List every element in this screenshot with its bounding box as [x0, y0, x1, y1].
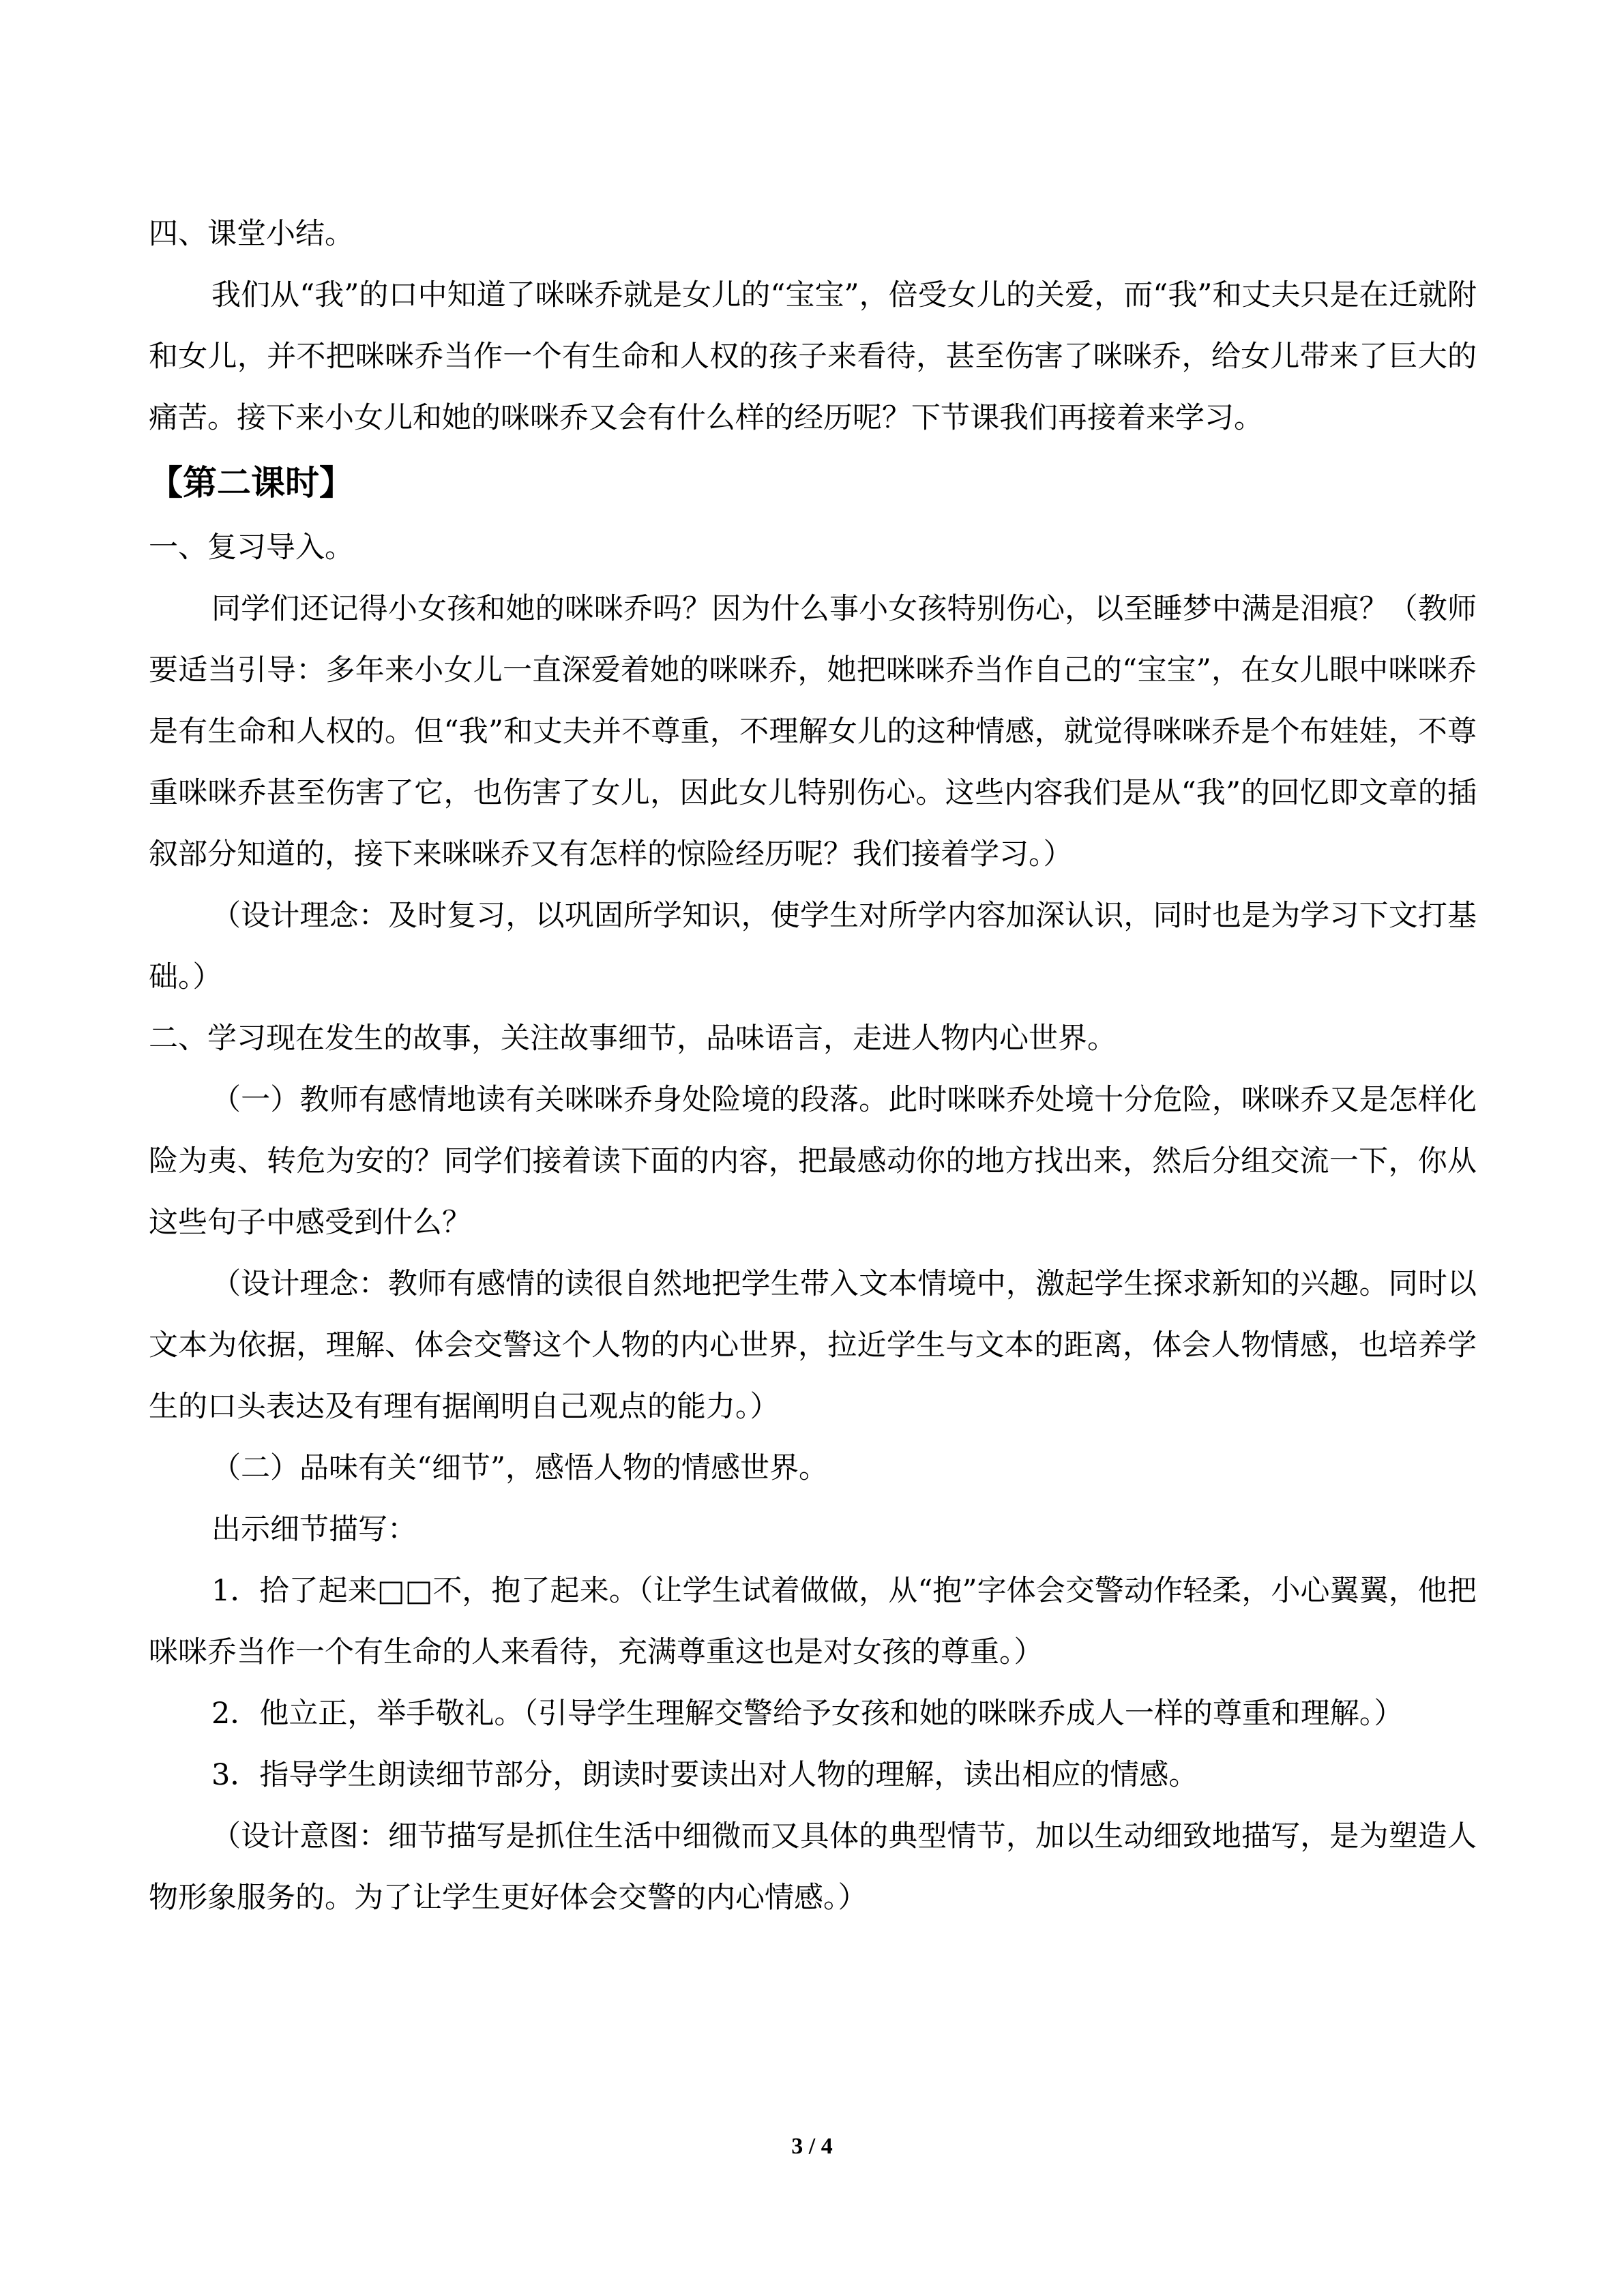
detail-item-1: 1．拾了起来□□不，抱了起来。（让学生试着做做，从“抱”字体会交警动作轻柔，小心翼翼，他把咪咪乔当作一个有生命的人来看待，充满尊重这也是对女孩的尊重。）: [149, 1574, 1477, 1669]
section-title-story: 二、学习现在发生的故事，关注故事细节，品味语言，走进人物内心世界。: [149, 1022, 1117, 1056]
design-note-detail: （设计意图：细节描写是抓住生活中细微而又具体的典型情节，加以生动细致地描写，是为塑造人物形象服务的。为了让学生更好体会交警的内心情感。）: [149, 1819, 1477, 1915]
summary-paragraph: 我们从“我”的口中知道了咪咪乔就是女儿的“宝宝”，倍受女儿的关爱，而“我”和丈夫只是在迁就附和女儿，并不把咪咪乔当作一个有生命和人权的孩子来看待，甚至伤害了咪咪乔，给女儿带来了巨大的痛苦。接下来小女儿和她的咪咪乔又会有什么样的经历呢？下节课我们再接着来学习。: [149, 278, 1477, 435]
section-title-summary: 四、课堂小结。: [149, 217, 354, 251]
review-paragraph: 同学们还记得小女孩和她的咪咪乔吗？因为什么事小女孩特别伤心，以至睡梦中满是泪痕？（教师要适当引导：多年来小女儿一直深爱着她的咪咪乔，她把咪咪乔当作自己的“宝宝”，在女儿眼中咪咪乔是有生命和人权的。但“我”和丈夫并不尊重，不理解女儿的这种情感，就觉得咪咪乔是个布娃娃，不尊重咪咪乔甚至伤害了它，也伤害了女儿，因此女儿特别伤心。这些内容我们是从“我”的回忆即文章的插叙部分知道的，接下来咪咪乔又有怎样的惊险经历呢？我们接着学习。）: [149, 592, 1477, 871]
story-step-two: （二）品味有关“细节”，感悟人物的情感世界。: [211, 1451, 828, 1485]
detail-intro: 出示细节描写：: [211, 1512, 417, 1547]
detail-item-3: 3．指导学生朗读细节部分，朗读时要读出对人物的理解，读出相应的情感。: [211, 1758, 1198, 1792]
page-number: 3 / 4: [791, 2134, 833, 2159]
story-step-one: （一）教师有感情地读有关咪咪乔身处险境的段落。此时咪咪乔处境十分危险，咪咪乔又是怎样化险为夷、转危为安的？同学们接着读下面的内容，把最感动你的地方找出来，然后分组交流一下，你从这些句子中感受到什么？: [149, 1083, 1477, 1240]
document-body: [149, 203, 1477, 1928]
section-title-review: 一、复习导入。: [149, 531, 354, 565]
design-note-review: （设计理念：及时复习，以巩固所学知识，使学生对所学内容加深认识，同时也是为学习下文打基础。）: [149, 899, 1477, 994]
detail-item-2: 2．他立正，举手敬礼。（引导学生理解交警给予女孩和她的咪咪乔成人一样的尊重和理解。）: [211, 1697, 1404, 1731]
design-note-story: （设计理念：教师有感情的读很自然地把学生带入文本情境中，激起学生探求新知的兴趣。同时以文本为依据，理解、体会交警这个人物的内心世界，拉近学生与文本的距离，体会人物情感，也培养学生的口头表达及有理有据阐明自己观点的能力。）: [149, 1267, 1477, 1424]
lesson-two-heading: 【第二课时】: [149, 463, 353, 503]
